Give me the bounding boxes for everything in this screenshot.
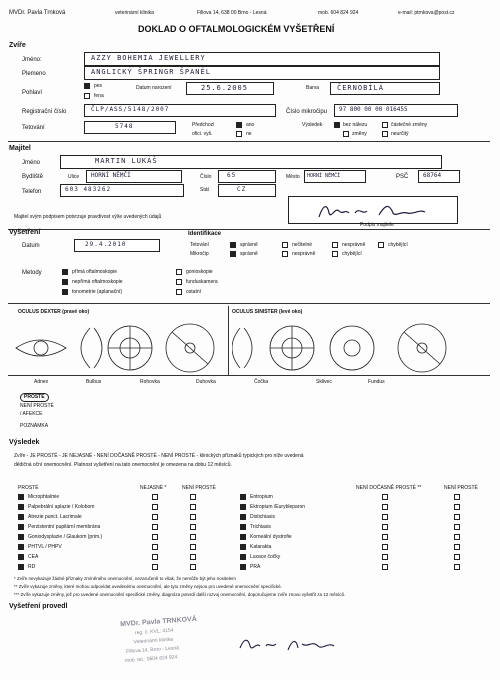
city-value: HORNÍ NĚMČÍ [307, 173, 341, 179]
chip-value: 97 800 00 00 016455 [339, 106, 408, 113]
disease-not-clear-checkbox [190, 534, 196, 540]
disease-unclear-checkbox [152, 544, 158, 550]
res-changes: změny [352, 131, 367, 137]
disease-unclear-checkbox [152, 524, 158, 530]
disease-label: Microphtalmie [28, 494, 60, 500]
disease-label: Entropium [250, 494, 273, 500]
exam-section-title: Vyšetření [9, 229, 41, 236]
disease-not-clear-checkbox [454, 504, 460, 510]
street-field [86, 170, 182, 183]
disease-not-clear-checkbox [454, 534, 460, 540]
disease-clear-checkbox [18, 524, 24, 530]
ident-chip-correct: správně [240, 251, 258, 257]
disease-unclear-checkbox [152, 534, 158, 540]
dob-label: Datum narození [136, 85, 172, 91]
disease-unclear-checkbox [152, 554, 158, 560]
sex-female-label: fena [94, 93, 104, 99]
result-section-title: Výsledek [9, 439, 40, 446]
phone-value: 603 483262 [65, 186, 112, 193]
disease-label: PHTVL / PHPV [28, 544, 62, 550]
status-not-clear: NENÍ PROSTÉ [20, 403, 54, 409]
eye-label-cornea: Rohovka [140, 379, 160, 385]
disease-not-clear-checkbox [454, 544, 460, 550]
status-clear: PROSTÉ [20, 393, 49, 402]
stamp-line-1: MVDr. Pavla TRNKOVÁ [120, 615, 198, 629]
disease-label: Ektropium /Eurybleparon [250, 504, 306, 510]
res-clear-checkbox [334, 122, 340, 128]
col-clear: PROSTÉ [18, 485, 39, 491]
od-title: OCULUS DEXTER (pravé oko) [18, 309, 90, 315]
breed-label: Plemeno [22, 71, 46, 77]
eye-label-bulbus: Bulbus [86, 379, 102, 385]
eye-label-fundus: Fundus [368, 379, 385, 385]
res-clear: bez nálezu [343, 122, 368, 128]
disease-clear-checkbox [240, 564, 246, 570]
color-value: ČERNOBÍLÁ [337, 84, 384, 92]
breed-field [84, 66, 440, 80]
method-tonometry-checkbox [62, 289, 68, 295]
divider [8, 375, 490, 376]
clinic-address: Fillova 14, 638 00 Brno - Lesná [197, 10, 267, 16]
city-field [304, 170, 366, 183]
doctor-name: MVDr. Pavla Trnková [9, 10, 66, 16]
os-eye-diagram [232, 318, 488, 376]
footnote-1: * Zvíře nevykazuje žádné příznaky zmíněného onemocnění, nezaručeně to však, že nemůže být jeho nositelem [14, 576, 236, 581]
exam-date-field [74, 239, 160, 252]
disease-temporarily-checkbox [382, 534, 388, 540]
examiner-signature-icon [236, 632, 356, 656]
exam-date-label: Datum [22, 243, 40, 249]
street-value: HORNÍ NĚMČÍ [91, 172, 131, 179]
disease-not-clear-checkbox [454, 514, 460, 520]
animal-name-value: AZZY BOHEMIA JEWELLERY [91, 54, 206, 62]
owner-name-value: MARTIN LUKÁŠ [95, 157, 158, 165]
disease-not-clear-checkbox [190, 544, 196, 550]
disease-not-clear-checkbox [454, 494, 460, 500]
col-not-clear: NENÍ PROSTÉ [182, 485, 216, 491]
animal-name-field [84, 52, 440, 66]
phone-field [60, 184, 184, 197]
prev-exam-label-2: ofici. vyš. [192, 131, 213, 137]
disease-temporarily-checkbox [382, 524, 388, 530]
owner-section-title: Majitel [9, 145, 31, 152]
ident-label: Identifikace [188, 231, 222, 237]
disease-unclear-checkbox [152, 514, 158, 520]
number-label: Číslo [200, 174, 212, 180]
res-changes-checkbox [343, 131, 349, 137]
ident-tattoo-illegible: nečitelné [292, 242, 313, 248]
method-funduscam: funduskamera [186, 279, 218, 285]
reg-value: ČLP/ASS/5148/2007 [91, 106, 170, 113]
owner-signature-icon [289, 197, 457, 223]
disease-clear-checkbox [240, 494, 246, 500]
disease-clear-checkbox [18, 564, 24, 570]
stamp-line-5: mob. tel.: 0604 824 924 [124, 654, 178, 664]
owner-address-label: Bydliště [22, 174, 44, 180]
stamp-line-2: reg. č. KVL: 4154 [134, 627, 174, 637]
method-gonioscopy-checkbox [176, 269, 182, 275]
status-affection: / AFEKCE [20, 411, 43, 417]
state-field [218, 184, 276, 197]
disease-temporarily-checkbox [382, 554, 388, 560]
disease-label: Atrezie punct. Lacrimale [28, 514, 82, 520]
disease-not-clear-checkbox [454, 524, 460, 530]
res-partial: částečné změny [391, 122, 428, 128]
disease-clear-checkbox [18, 504, 24, 510]
examiner-label: Vyšetření provedl [9, 603, 68, 610]
disease-clear-checkbox [240, 524, 246, 530]
disease-not-clear-checkbox [454, 554, 460, 560]
disease-clear-checkbox [18, 544, 24, 550]
disease-clear-checkbox [240, 504, 246, 510]
reg-field [84, 104, 276, 117]
eye-divider [228, 306, 229, 376]
ident-tattoo-correct: správně [240, 242, 258, 248]
dob-value: 25.6.2005 [201, 84, 248, 92]
footnote-3: *** Zvíře vykazuje změny, jež pro uvedené onemocnění specifické změny, diagnóza potvrdí další rozvoj onemocnění, doporučujeme zvíře znovu vyšetřit za 12 měsíců. [14, 592, 346, 597]
disease-temporarily-checkbox [382, 564, 388, 570]
disease-label: Katarakta [250, 544, 272, 550]
eye-label-iris: Duhovka [196, 379, 216, 385]
color-field [330, 82, 440, 95]
disease-label: Goniodysplazie / Glaukom (prim.) [28, 534, 103, 540]
method-indirect-checkbox [62, 279, 68, 285]
result-line-1: Zvíře - JE PROSTÉ - JE NEJASNÉ - NENÍ DOČASNĚ PROSTÉ - NENÍ PROSTÉ - klinických příznaků typických pro níže uvedená [14, 453, 304, 459]
os-title: OCULUS SINISTER (levé oko) [232, 309, 303, 315]
city-label: Město [286, 174, 300, 180]
number-value: 65 [227, 172, 237, 179]
disease-temporarily-checkbox [382, 494, 388, 500]
disease-label: Trichiasis [250, 524, 271, 530]
tattoo-label: Tetování [22, 125, 45, 131]
sex-male-checkbox [84, 83, 90, 89]
ident-chip-wrong-checkbox [282, 251, 288, 257]
prev-exam-yes-checkbox [236, 122, 242, 128]
chip-label: Číslo mikročipu [286, 109, 328, 115]
vet-stamp [106, 614, 228, 680]
eye-label-vitreous: Sklivec [316, 379, 332, 385]
ident-chip-missing: chybějící [342, 251, 362, 257]
disease-clear-checkbox [240, 544, 246, 550]
ident-tattoo-missing-checkbox [378, 242, 384, 248]
col-not-clear-right: NENÍ PROSTÉ [444, 485, 478, 491]
stamp-line-3: Veterinární klinika [133, 636, 174, 646]
result-label: Výsledek [302, 122, 323, 128]
prev-exam-no-checkbox [236, 131, 242, 137]
footnote-2: ** Zvíře vykazuje změny, které mohou odpovídat uvedenému onemocnění, ale tyto změny nejsou pro uvedené onemocnění specifické. [14, 584, 282, 589]
method-direct-checkbox [62, 269, 68, 275]
tattoo-field [84, 121, 176, 134]
page-title: DOKLAD O OFTALMOLOGICKÉM VYŠETŘENÍ [138, 24, 335, 34]
ident-tattoo-correct-checkbox [230, 242, 236, 248]
disease-clear-checkbox [240, 554, 246, 560]
animal-section-title: Zvíře [9, 42, 26, 49]
owner-name-label: Jméno [22, 160, 41, 166]
disease-temporarily-checkbox [382, 514, 388, 520]
chip-field [334, 104, 458, 117]
number-field [218, 170, 276, 183]
disease-not-clear-checkbox [190, 524, 196, 530]
disease-label: CEA [28, 554, 39, 560]
col-temporarily: NENÍ DOČASNĚ PROSTÉ ** [356, 485, 422, 491]
ident-tattoo-illegible-checkbox [282, 242, 288, 248]
phone-label: Telefon [22, 189, 42, 195]
sex-label: Pohlaví [22, 90, 43, 96]
ident-tattoo-label: Tetování [190, 242, 209, 248]
result-line-2: dědičná oční onemocnění. Platnost vyšetření na tato onemocnění je omezena na dobu 12 měsíců. [14, 462, 232, 468]
disease-label: Luxace čočky [250, 554, 281, 560]
methods-label: Metody [22, 270, 42, 276]
disease-temporarily-checkbox [382, 504, 388, 510]
tattoo-value: 5748 [115, 123, 134, 130]
disease-not-clear-checkbox [190, 564, 196, 570]
owner-signature-label: Podpis majitele [360, 222, 394, 228]
disease-not-clear-checkbox [190, 554, 196, 560]
prev-exam-label: Předchozí [192, 122, 215, 128]
ident-chip-wrong: nesprávně [292, 251, 316, 257]
state-label: Stát [200, 187, 209, 193]
disease-temporarily-checkbox [382, 544, 388, 550]
disease-not-clear-checkbox [190, 514, 196, 520]
owner-consent: Majitel svým podpisem potvrzuje pravdivost výše uvedených údajů [14, 214, 162, 220]
res-partial-checkbox [382, 122, 388, 128]
clinic-name: veterinární klinika [115, 10, 154, 16]
psc-label: PSČ [396, 174, 409, 180]
owner-signature-box [288, 196, 458, 224]
dob-field [186, 82, 274, 95]
divider [8, 303, 490, 304]
stamp-line-4: Fillova 14, Brno - Lesná [126, 645, 180, 655]
method-other: ostatní [186, 289, 202, 295]
res-undetermined: neurčitý [391, 131, 409, 137]
ident-tattoo-missing: chybějící [388, 242, 408, 248]
disease-label: Perzistentní pupilární membrána [28, 524, 101, 530]
color-label: Barva [306, 85, 320, 91]
owner-name-field [60, 155, 442, 169]
street-label: Ulice [68, 174, 80, 180]
col-unclear: NEJASNÉ * [140, 485, 167, 491]
res-undetermined-checkbox [382, 131, 388, 137]
divider [8, 229, 490, 230]
disease-label: Korneální dystrofie [250, 534, 292, 540]
animal-name-label: Jméno: [22, 57, 42, 63]
ident-chip-missing-checkbox [332, 251, 338, 257]
prev-exam-no: ne [246, 131, 252, 137]
sex-female-checkbox [84, 93, 90, 99]
ident-chip-label: Mikročip [190, 251, 209, 257]
method-funduscam-checkbox [176, 279, 182, 285]
exam-date-value: 29.4.2010 [85, 241, 127, 248]
disease-label: Distichiasis [250, 514, 276, 520]
reg-label: Registrační číslo [22, 109, 67, 115]
clinic-phone: mob. 604 824 924 [318, 10, 359, 16]
od-eye-diagram [10, 318, 226, 376]
eye-label-lens: Čočka [254, 379, 269, 385]
disease-clear-checkbox [240, 514, 246, 520]
ident-tattoo-wrong: nesprávně [342, 242, 366, 248]
method-gonioscopy: gonioskopie [186, 269, 213, 275]
method-tonometry: tonometrie (aplanační) [72, 289, 123, 295]
method-other-checkbox [176, 289, 182, 295]
disease-label: PRA [250, 564, 261, 570]
prev-exam-yes: ano [246, 122, 255, 128]
ident-chip-correct-checkbox [230, 251, 236, 257]
eye-label-adnex: Adnex [34, 379, 49, 385]
disease-label: Palpebrální aplazie / Kolobom [28, 504, 95, 510]
disease-unclear-checkbox [152, 504, 158, 510]
disease-clear-checkbox [18, 514, 24, 520]
disease-not-clear-checkbox [454, 564, 460, 570]
method-indirect: nepřímá oftalmoskopie [72, 279, 123, 285]
disease-unclear-checkbox [152, 564, 158, 570]
clinic-email: e-mail: ptrnkova@post.cz [398, 10, 455, 16]
disease-clear-checkbox [240, 534, 246, 540]
disease-clear-checkbox [18, 554, 24, 560]
sex-male-label: pes [94, 83, 103, 89]
psc-field [418, 170, 460, 183]
psc-value: 68764 [423, 172, 442, 179]
disease-unclear-checkbox [152, 494, 158, 500]
disease-clear-checkbox [18, 494, 24, 500]
disease-clear-checkbox [18, 534, 24, 540]
breed-value: ANGLICKÝ ŠPRINGR ŠPANĚL [91, 68, 211, 76]
disease-not-clear-checkbox [190, 504, 196, 510]
note-label: POZNÁMKA [20, 423, 49, 429]
divider [8, 141, 490, 142]
method-direct: přímá oftalmoskopie [72, 269, 118, 275]
disease-label: RD [28, 564, 36, 570]
state-value: CZ [237, 186, 247, 193]
ident-tattoo-wrong-checkbox [332, 242, 338, 248]
disease-not-clear-checkbox [190, 494, 196, 500]
